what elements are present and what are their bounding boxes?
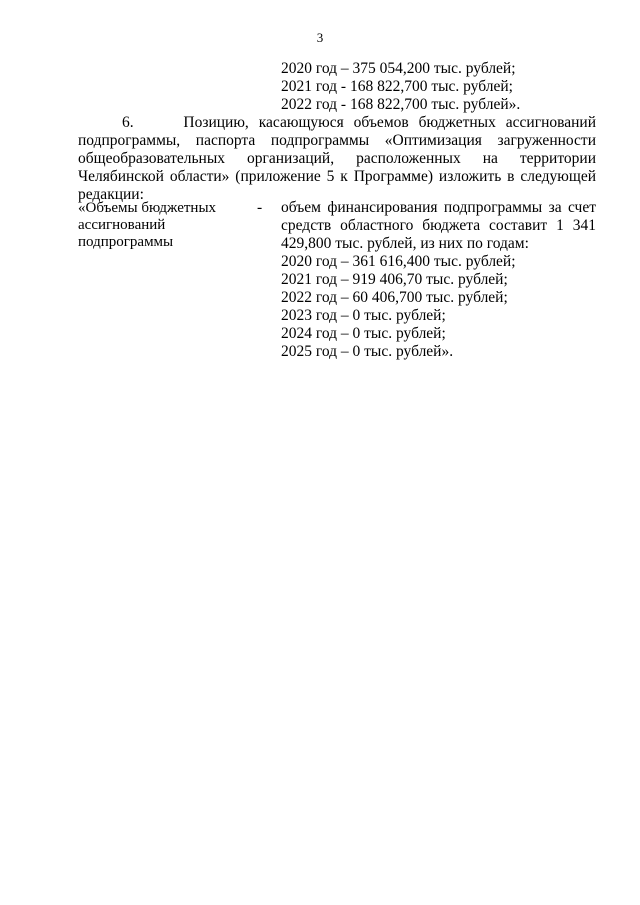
left-label-line: «Объемы бюджетных: [78, 200, 217, 216]
table-right-column: [281, 199, 596, 361]
table-dash: -: [257, 199, 263, 216]
left-label-line: ассигнований: [78, 217, 166, 233]
year-line: 2025 год – 0 тыс. рублей».: [281, 343, 454, 360]
year-line: 2020 год – 361 616,400 тыс. рублей;: [281, 253, 516, 270]
item-paragraph: 6. Позицию, касающуюся объемов бюджетных ассигнований подпрограммы, паспорта подпрограммы «Оптимизация загруженности общеобразовательных организаций, расположенных на территории Челябинской области» (приложение 5 к Программе) изложить в следующей редакции:: [78, 114, 596, 203]
year-line: 2020 год – 375 054,200 тыс. рублей;: [281, 60, 516, 77]
left-label-line: подпрограммы: [78, 234, 174, 250]
table-left-column: [78, 200, 248, 251]
year-line: 2022 год - 168 822,700 тыс. рублей».: [281, 96, 521, 113]
year-line: 2022 год – 60 406,700 тыс. рублей;: [281, 289, 508, 306]
funding-paragraph: объем финансирования подпрограммы за счет средств областного бюджета составит 1 341 429,800 тыс. рублей, из них по годам:: [281, 199, 596, 252]
year-list-top: [281, 60, 520, 114]
year-line: 2021 год – 919 406,70 тыс. рублей;: [281, 271, 508, 288]
page-number: 3: [316, 30, 324, 45]
year-line: 2021 год - 168 822,700 тыс. рублей;: [281, 78, 513, 95]
year-line: 2023 год – 0 тыс. рублей;: [281, 307, 446, 324]
year-line: 2024 год – 0 тыс. рублей;: [281, 325, 446, 342]
